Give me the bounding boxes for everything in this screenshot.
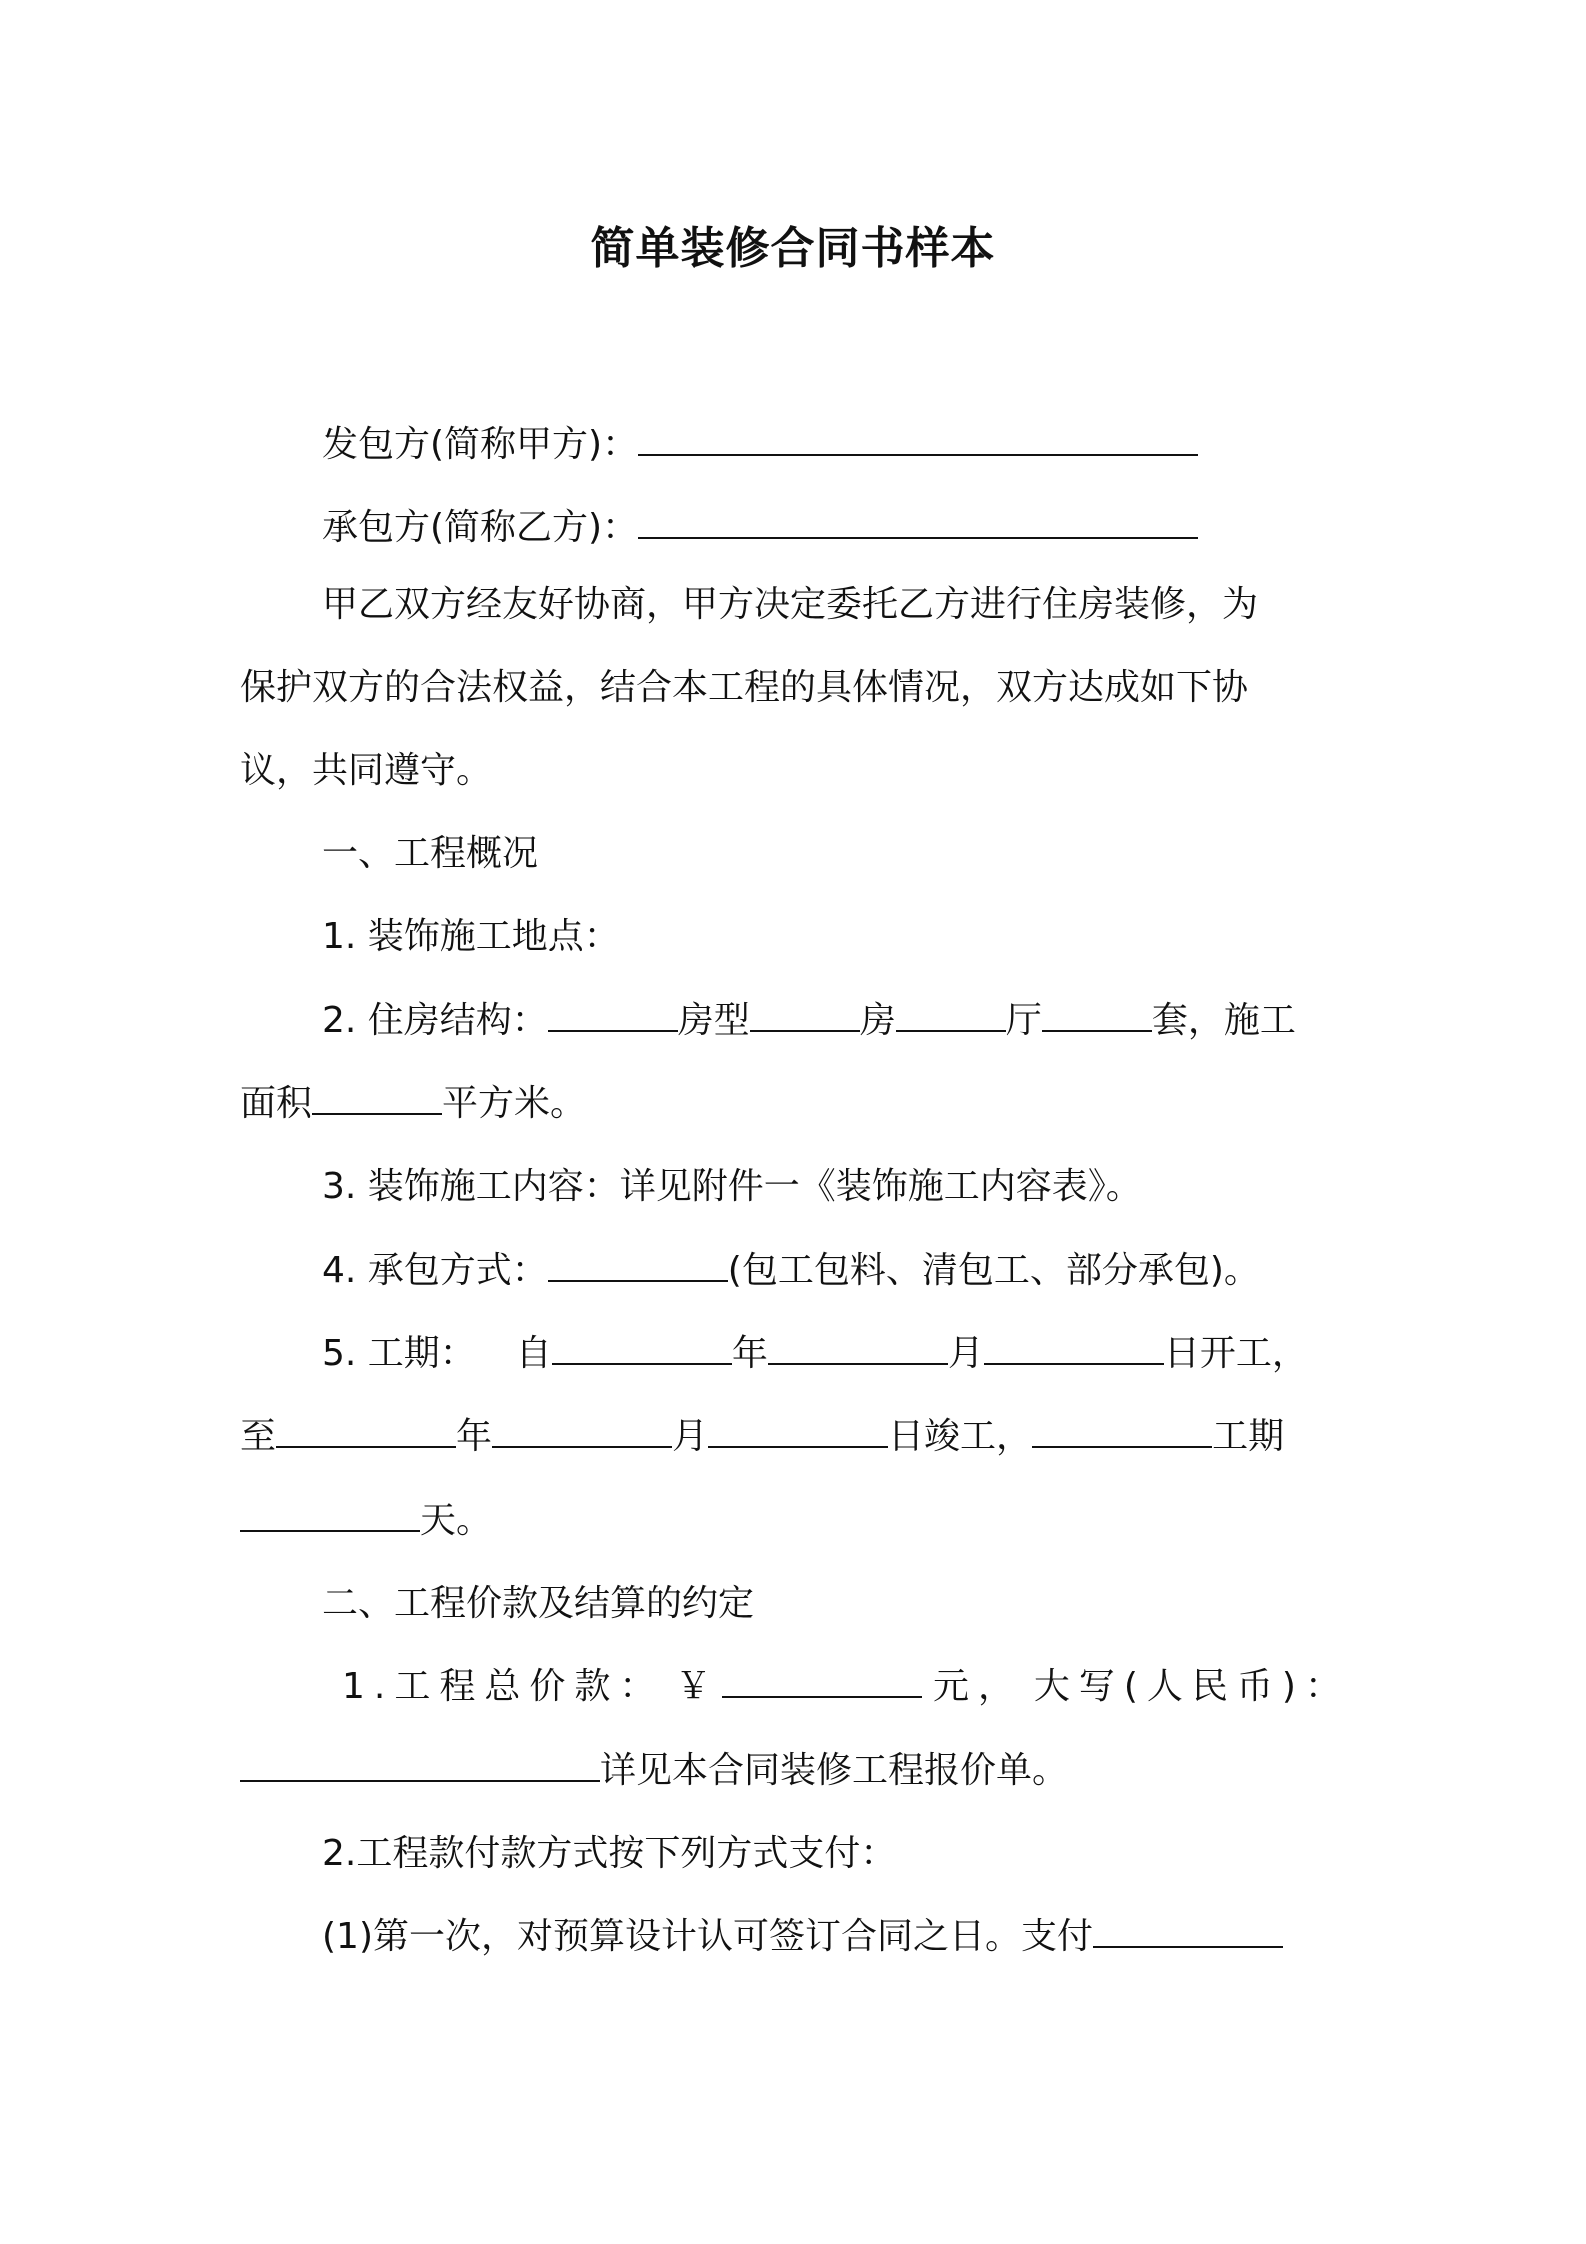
item-5-period-line-2: [240, 1412, 1350, 1462]
capital-label: 大写(人民币)：: [1033, 1666, 1350, 1707]
payment-1-line: [240, 1912, 1350, 1962]
end-year-word: 年: [456, 1416, 493, 1457]
item-2-structure-line: [240, 996, 1350, 1046]
end-day-blank[interactable]: [708, 1412, 888, 1448]
party-a-line: [240, 420, 1350, 470]
item-5-period-line-3: [240, 1496, 1350, 1546]
rooms-blank[interactable]: [750, 996, 860, 1032]
payment-1-blank[interactable]: [1093, 1912, 1283, 1948]
halls-blank[interactable]: [896, 996, 1006, 1032]
period-word: 工期: [1212, 1416, 1285, 1457]
document-title: 简单装修合同书样本: [590, 223, 996, 274]
halls-word: 厅: [1005, 1000, 1042, 1041]
item-4-contract-method-line: [240, 1246, 1350, 1296]
start-year-word: 年: [731, 1333, 768, 1374]
item-2-area-line: [240, 1079, 1350, 1129]
section-1-heading: 一、工程概况: [322, 833, 539, 874]
party-b-label: 承包方(简称乙方)：: [322, 507, 639, 548]
rooms-word: 房: [859, 1000, 896, 1041]
intro-line-2: 保护双方的合法权益，结合本工程的具体情况，双方达成如下协: [240, 667, 1249, 708]
total-price-label: 1.工程总价款：: [342, 1666, 665, 1707]
intro-line-1: 甲乙双方经友好协商，甲方决定委托乙方进行住房装修，为: [322, 584, 1259, 625]
item-4-suffix: (包工包料、清包工、部分承包)。: [727, 1250, 1260, 1291]
house-type-word: 房型: [677, 1000, 750, 1041]
end-month-word: 月: [672, 1416, 709, 1457]
to-word: 至: [240, 1416, 277, 1457]
yuan-word: 元，: [933, 1666, 1024, 1707]
section-2-heading: 二、工程价款及结算的约定: [322, 1583, 755, 1624]
intro-line-3: 议，共同遵守。: [240, 750, 493, 791]
item-5-prefix: 5. 工期：: [322, 1333, 476, 1374]
end-year-blank[interactable]: [276, 1412, 456, 1448]
payment-1-text: (1)第一次，对预算设计认可签订合同之日。支付: [322, 1916, 1093, 1957]
start-day-blank[interactable]: [984, 1329, 1164, 1365]
area-prefix: 面积: [240, 1083, 313, 1124]
price-line-1: [240, 1662, 1350, 1712]
item-4-prefix: 4. 承包方式：: [322, 1250, 548, 1291]
price-line-2: [240, 1746, 1350, 1796]
house-type-blank[interactable]: [548, 996, 678, 1032]
capital-amount-blank[interactable]: [240, 1746, 600, 1782]
from-word: 自: [515, 1333, 552, 1374]
contract-method-blank[interactable]: [548, 1246, 728, 1282]
party-a-label: 发包方(简称甲方)：: [322, 424, 639, 465]
days-blank[interactable]: [240, 1496, 420, 1532]
days-word: 天。: [420, 1500, 493, 1541]
item-3-content: 3. 装饰施工内容：详见附件一《装饰施工内容表》。: [322, 1166, 1142, 1207]
party-a-blank[interactable]: [638, 420, 1198, 456]
party-b-line: [240, 503, 1350, 553]
period-blank[interactable]: [1032, 1412, 1212, 1448]
sets-blank[interactable]: [1042, 996, 1152, 1032]
sets-word: 套，施工: [1151, 1000, 1296, 1041]
area-suffix: 平方米。: [442, 1083, 587, 1124]
item-2-prefix: 2. 住房结构：: [322, 1000, 548, 1041]
item-5-period-line-1: [240, 1329, 1350, 1379]
start-month-word: 月: [947, 1333, 984, 1374]
currency-symbol: ￥: [675, 1666, 712, 1707]
end-month-blank[interactable]: [492, 1412, 672, 1448]
start-suffix: 日开工，: [1163, 1333, 1308, 1374]
price-line-2-suffix: 详见本合同装修工程报价单。: [600, 1750, 1069, 1791]
start-year-blank[interactable]: [552, 1329, 732, 1365]
total-price-blank[interactable]: [722, 1662, 922, 1698]
payment-method-line: 2.工程款付款方式按下列方式支付：: [322, 1833, 897, 1874]
area-blank[interactable]: [312, 1079, 442, 1115]
party-b-blank[interactable]: [638, 503, 1198, 539]
end-day-word: 日竣工，: [888, 1416, 1033, 1457]
item-1-location: 1. 装饰施工地点：: [322, 916, 620, 957]
start-month-blank[interactable]: [768, 1329, 948, 1365]
